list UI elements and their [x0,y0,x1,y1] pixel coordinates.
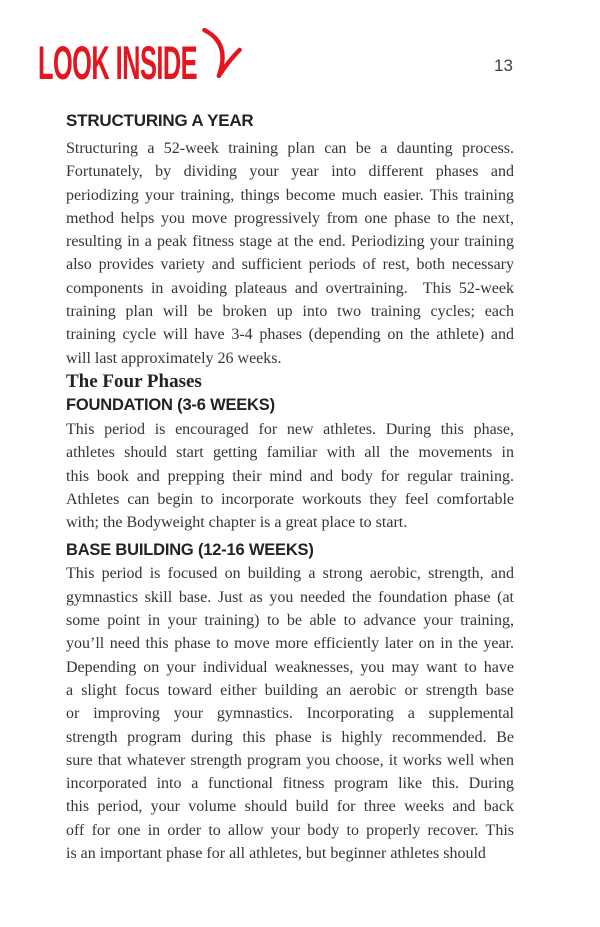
text-line: athletes should start getting familiar with all the movements in [66,444,514,462]
look-inside-label: LOOK INSIDE [38,36,198,89]
text-line: gymnastics skill base. Just as you needed the foundation phase (at [66,588,514,606]
phases-heading: The Four Phases [66,370,202,392]
text-line: sure that whatever strength program you choose, it works well when [66,751,514,769]
text-line: this book and prepping their mind and body for regular training. [66,467,514,485]
text-line: resulting in a peak fitness stage at the end. Periodizing your training [66,233,514,251]
text-line: incorporated into a functional fitness program like this. During [66,775,514,793]
text-line: strength program during this phase is highly recommended. Be [66,728,514,746]
base-building-heading: BASE BUILDING (12-16 WEEKS) [66,541,314,560]
text-line: off for one in order to allow your body to properly recover. This [66,821,514,839]
page-number: 13 [494,56,513,75]
text-line: this period, your volume should build for three weeks and back [66,798,514,816]
text-line: components in avoiding plateaus and overtraining. This 52-week [66,279,514,297]
text-line: Depending on your individual weaknesses, you may want to have [66,658,514,676]
text-line: some point in your training) to be able to advance your training, [66,612,514,630]
text-line: This period is encouraged for new athletes. During this phase, [66,420,514,438]
text-line: This period is focused on building a strong aerobic, strength, and [66,565,514,583]
base-building-paragraph [66,562,514,865]
text-line: you’ll need this phase to move more efficiently later on in the year. [66,635,514,653]
text-line: a slight focus toward either building an aerobic or strength base [66,681,514,699]
text-line: training plan will be broken up into two training cycles; each [66,303,514,321]
foundation-paragraph [66,418,514,534]
text-line: Fortunately, by dividing your year into different phases and [66,163,514,181]
page-content [66,0,514,865]
text-line: periodizing your training, things become much easier. This training [66,186,514,204]
text-line: Athletes can begin to incorporate workouts they feel comfortable [66,490,514,508]
text-line: Structuring a 52-week training plan can be a daunting process. [66,140,514,157]
text-line: method helps you move progressively from one phase to the next, [66,209,514,227]
text-line: training cycle will have 3-4 phases (depending on the athlete) and [66,326,514,344]
text-line: will last approximately 26 weeks. [66,349,282,367]
section-heading: STRUCTURING A YEAR [66,111,254,130]
text-line: is an important phase for all athletes, but beginner athletes should [66,845,486,863]
text-line: with; the Bodyweight chapter is a great place to start. [66,514,408,532]
intro-paragraph [66,137,514,370]
text-line: or improving your gymnastics. Incorporating a supplemental [66,705,514,723]
text-line: also provides variety and sufficient periods of rest, both necessary [66,256,514,274]
foundation-heading: FOUNDATION (3-6 WEEKS) [66,395,275,414]
